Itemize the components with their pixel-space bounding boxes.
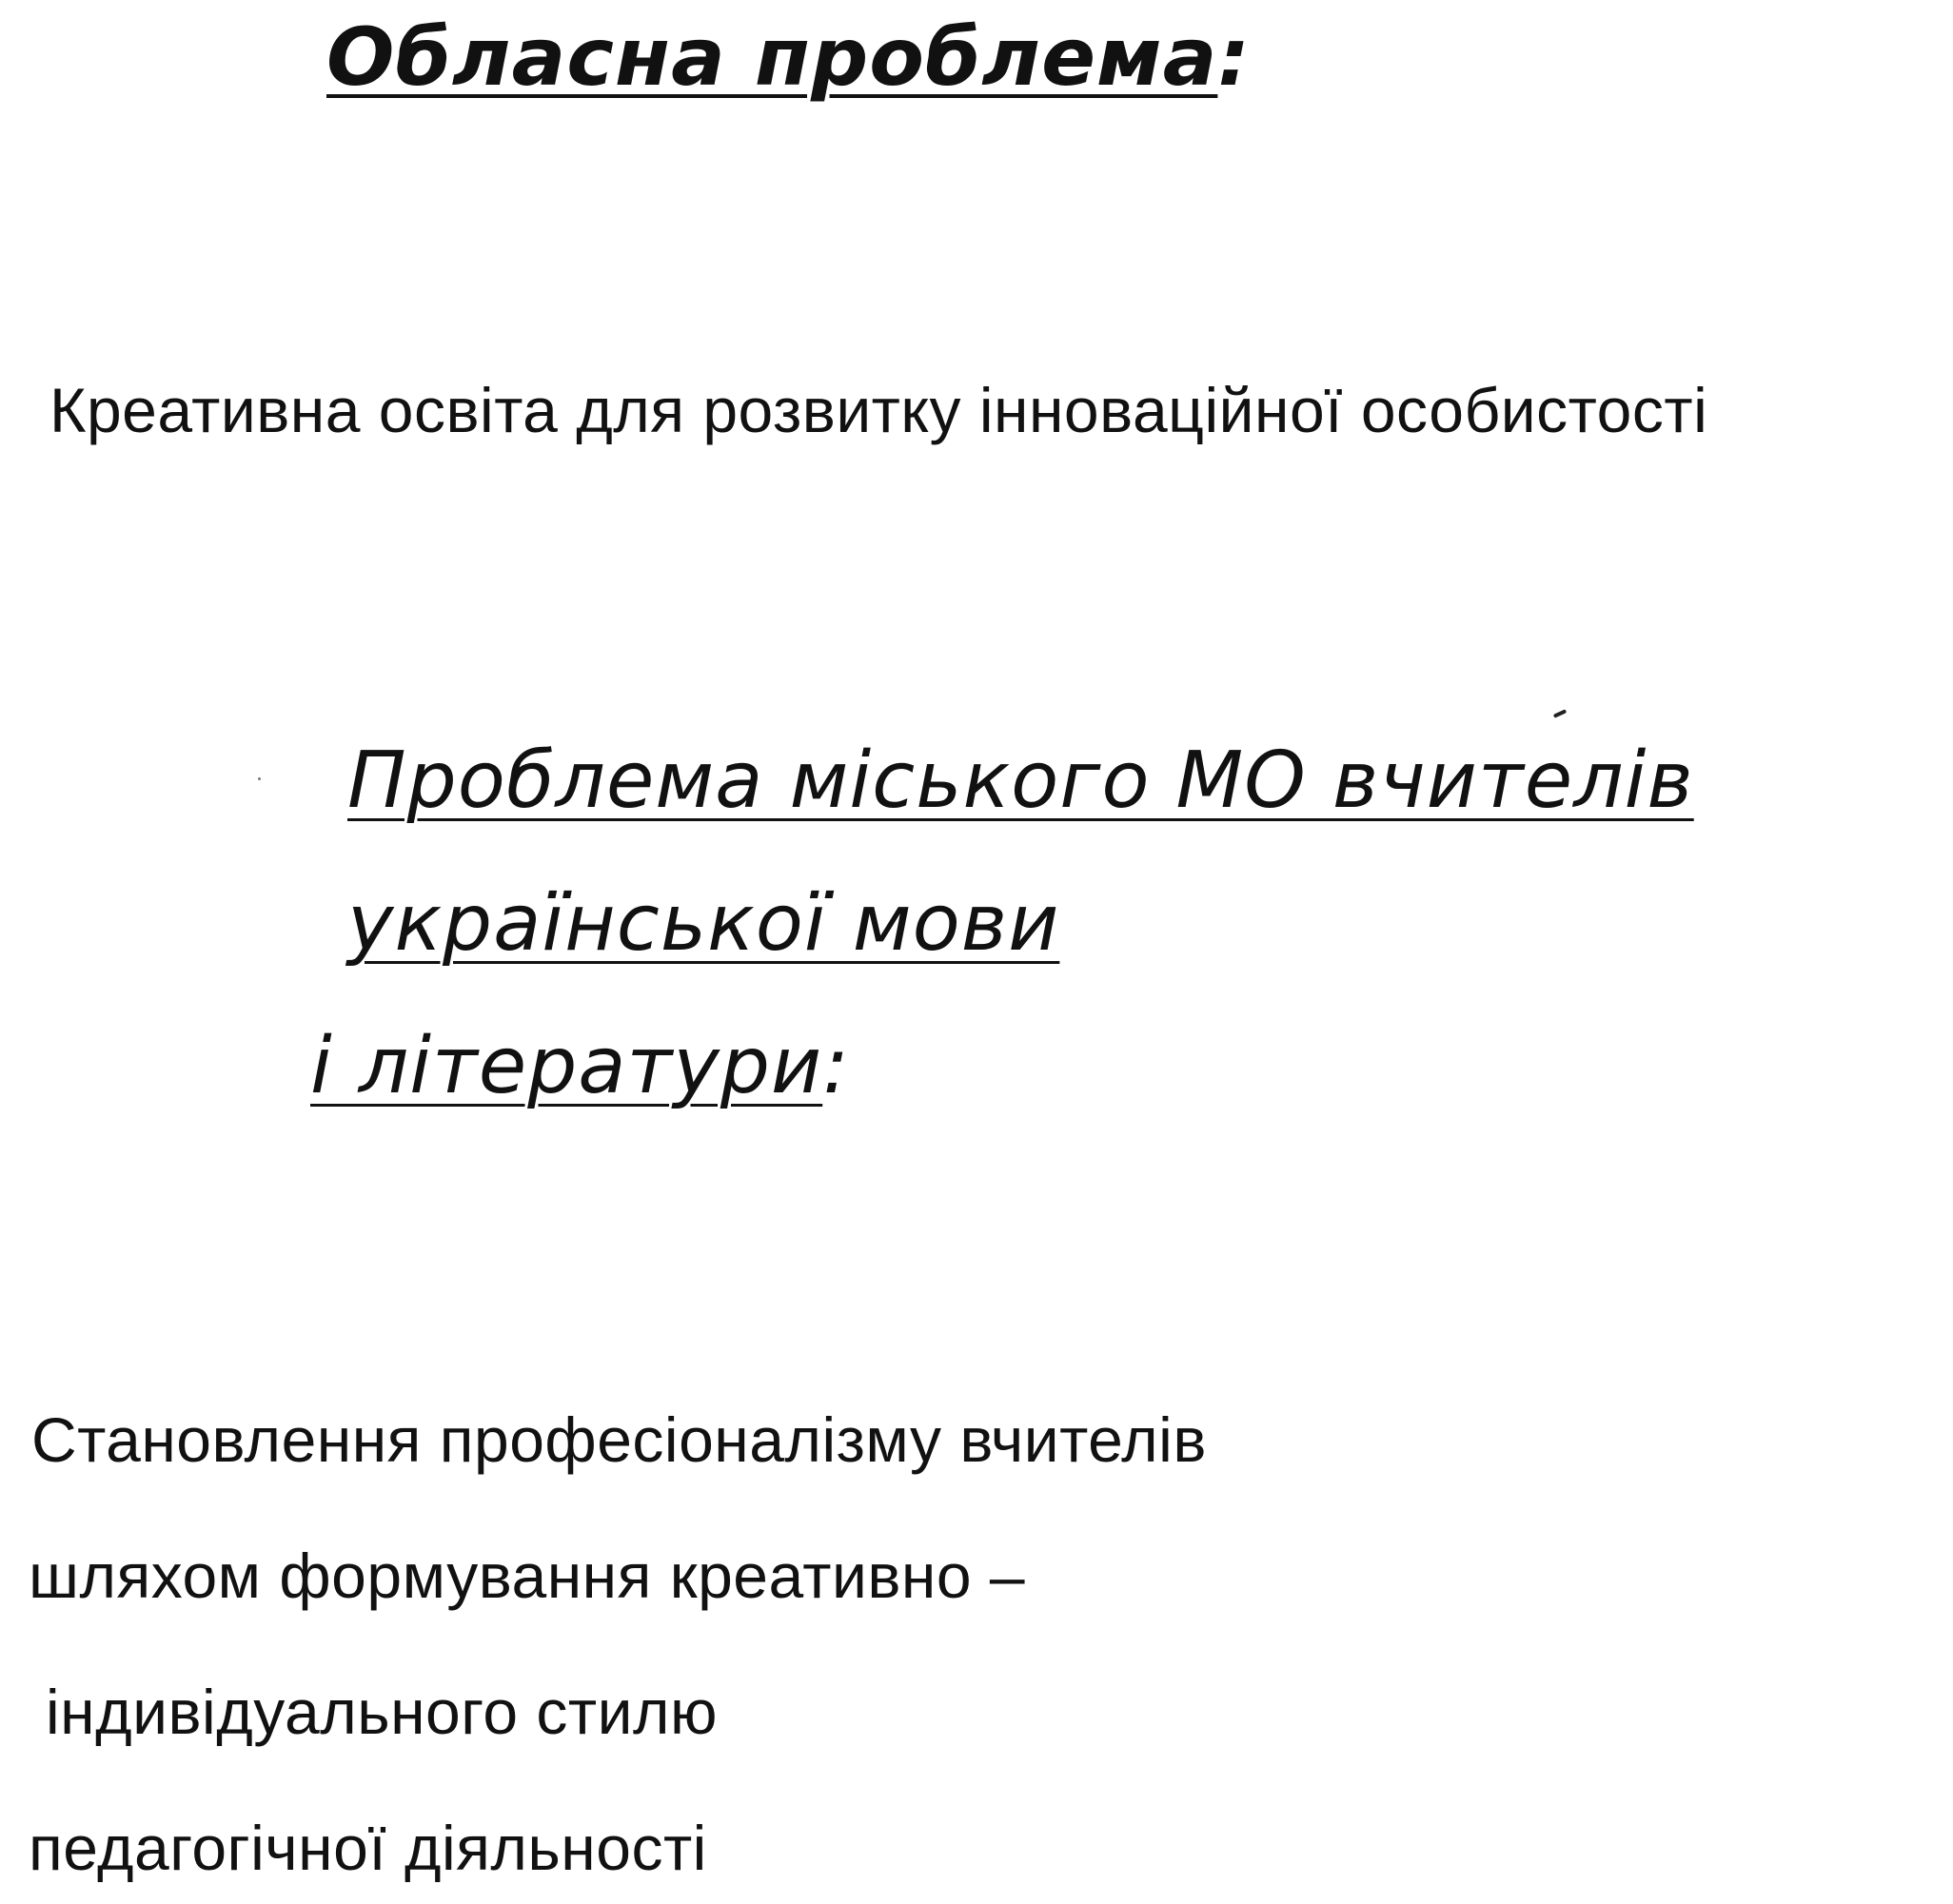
city-problem-heading-line-3-text: і літератури <box>310 1021 823 1111</box>
city-problem-text-line-3: індивідуального стилю <box>46 1677 719 1747</box>
city-problem-heading-line-2-text: української мови <box>347 878 1060 969</box>
regional-problem-heading-colon: : <box>1217 10 1251 104</box>
regional-problem-heading <box>326 10 1251 104</box>
city-problem-heading-line-1 <box>347 736 1694 826</box>
city-problem-text-line-1: Становлення професіоналізму вчителів <box>31 1404 1207 1475</box>
city-problem-text-line-2: шляхом формування креативно – <box>29 1541 1026 1611</box>
city-problem-heading-colon: : <box>822 1021 850 1111</box>
city-problem-text-line-4: педагогічної діяльності <box>29 1813 707 1883</box>
city-problem-heading-line-3 <box>310 1021 850 1111</box>
city-problem-heading-line-2 <box>347 878 1060 969</box>
city-problem-heading-line-1-text: Проблема міського МО вчителів <box>347 736 1694 826</box>
regional-problem-text: Креативна освіта для розвитку інноваційної особистості <box>49 375 1708 445</box>
scan-dot <box>258 777 261 780</box>
regional-problem-heading-label: Обласна проблема <box>326 10 1218 104</box>
scan-mark <box>1553 709 1567 718</box>
